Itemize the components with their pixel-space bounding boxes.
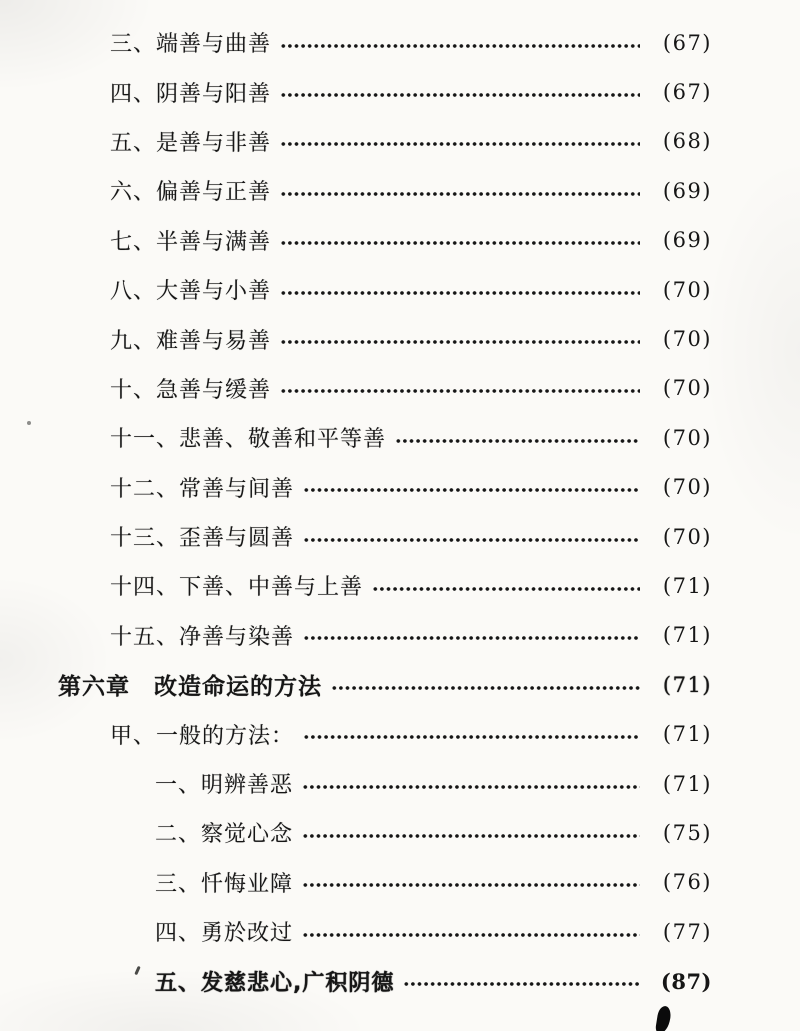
toc-entry-label: 一、明辨善恶	[155, 773, 294, 799]
dot-leader	[302, 830, 640, 842]
toc-entry-label: 十三、歪善与圆善	[110, 526, 295, 552]
table-of-contents	[0, 18, 712, 1006]
toc-entry-page: (69)	[662, 178, 712, 203]
dot-leader	[303, 484, 640, 496]
ink-blot	[655, 1005, 672, 1031]
toc-entry	[0, 463, 712, 512]
toc-entry	[0, 956, 712, 1005]
dot-leader	[280, 336, 640, 348]
toc-entry-label: 四、阴善与阳善	[110, 81, 272, 107]
toc-entry-page: (70)	[662, 425, 712, 450]
toc-entry	[0, 265, 712, 314]
toc-entry-label: 十四、下善、中善与上善	[110, 575, 364, 601]
toc-entry-label: 三、忏悔业障	[155, 871, 294, 897]
toc-entry-page: (71)	[662, 771, 712, 796]
toc-entry	[0, 808, 712, 857]
dot-leader	[303, 731, 640, 743]
dot-leader	[372, 583, 640, 595]
toc-entry-label: 二、察觉心念	[155, 822, 294, 848]
dot-leader	[280, 237, 640, 249]
toc-entry-page: (76)	[662, 870, 712, 895]
toc-entry-page: (75)	[662, 820, 712, 845]
toc-entry-page: (71)	[662, 623, 712, 648]
toc-entry-label: 五、发慈悲心,广积阴德	[155, 970, 395, 996]
toc-entry-page: (67)	[662, 80, 712, 105]
toc-entry-page: (70)	[662, 475, 712, 500]
toc-entry	[0, 117, 712, 166]
toc-entry	[0, 858, 712, 907]
dot-leader	[403, 978, 640, 990]
toc-entry-page: (68)	[662, 129, 712, 154]
toc-entry	[0, 18, 712, 67]
toc-entry-page: (87)	[660, 968, 712, 994]
dot-leader	[280, 287, 640, 299]
toc-chapter-heading	[0, 660, 712, 709]
toc-entry	[0, 759, 712, 808]
toc-entry-label: 三、端善与曲善	[110, 32, 272, 58]
toc-entry-label: 第六章 改造命运的方法	[58, 674, 322, 701]
dot-leader	[302, 929, 640, 941]
ink-speck	[27, 421, 31, 425]
dot-leader	[280, 138, 640, 150]
toc-entry-page: (69)	[662, 228, 712, 253]
toc-entry-page: (67)	[662, 30, 712, 55]
toc-entry-label: 甲、一般的方法：	[110, 723, 295, 749]
toc-entry	[0, 512, 712, 561]
toc-entry-label: 十一、悲善、敬善和平等善	[110, 427, 387, 453]
toc-entry-label: 六、偏善与正善	[110, 180, 272, 206]
dot-leader	[331, 682, 640, 694]
toc-entry	[0, 709, 712, 758]
toc-entry-page: (70)	[662, 524, 712, 549]
dot-leader	[280, 188, 640, 200]
toc-entry	[0, 67, 712, 116]
dot-leader	[395, 435, 640, 447]
toc-entry	[0, 314, 712, 363]
toc-entry	[0, 611, 712, 660]
toc-entry	[0, 413, 712, 462]
toc-entry-label: 七、半善与满善	[110, 229, 272, 255]
toc-entry	[0, 907, 712, 956]
dot-leader	[303, 534, 640, 546]
toc-entry-page: (70)	[662, 327, 712, 352]
toc-entry	[0, 364, 712, 413]
dot-leader	[302, 781, 640, 793]
toc-entry-label: 十、急善与缓善	[110, 377, 272, 403]
dot-leader	[280, 385, 640, 397]
toc-entry	[0, 166, 712, 215]
dot-leader	[280, 89, 640, 101]
toc-entry-page: (77)	[662, 919, 712, 944]
toc-entry-page: (71)	[662, 573, 712, 598]
toc-entry-page: (71)	[662, 672, 712, 697]
toc-entry-label: 十五、净善与染善	[110, 624, 295, 650]
toc-entry-label: 十二、常善与间善	[110, 476, 295, 502]
dot-leader	[302, 879, 640, 891]
toc-entry	[0, 216, 712, 265]
toc-entry-label: 九、难善与易善	[110, 328, 272, 354]
toc-entry-label: 八、大善与小善	[110, 279, 272, 305]
dot-leader	[303, 632, 640, 644]
toc-entry-page: (71)	[662, 722, 712, 747]
toc-entry-label: 四、勇於改过	[155, 921, 294, 947]
toc-entry-label: 五、是善与非善	[110, 130, 272, 156]
toc-entry	[0, 561, 712, 610]
toc-entry-page: (70)	[662, 376, 712, 401]
toc-entry-page: (70)	[662, 277, 712, 302]
dot-leader	[280, 40, 640, 52]
